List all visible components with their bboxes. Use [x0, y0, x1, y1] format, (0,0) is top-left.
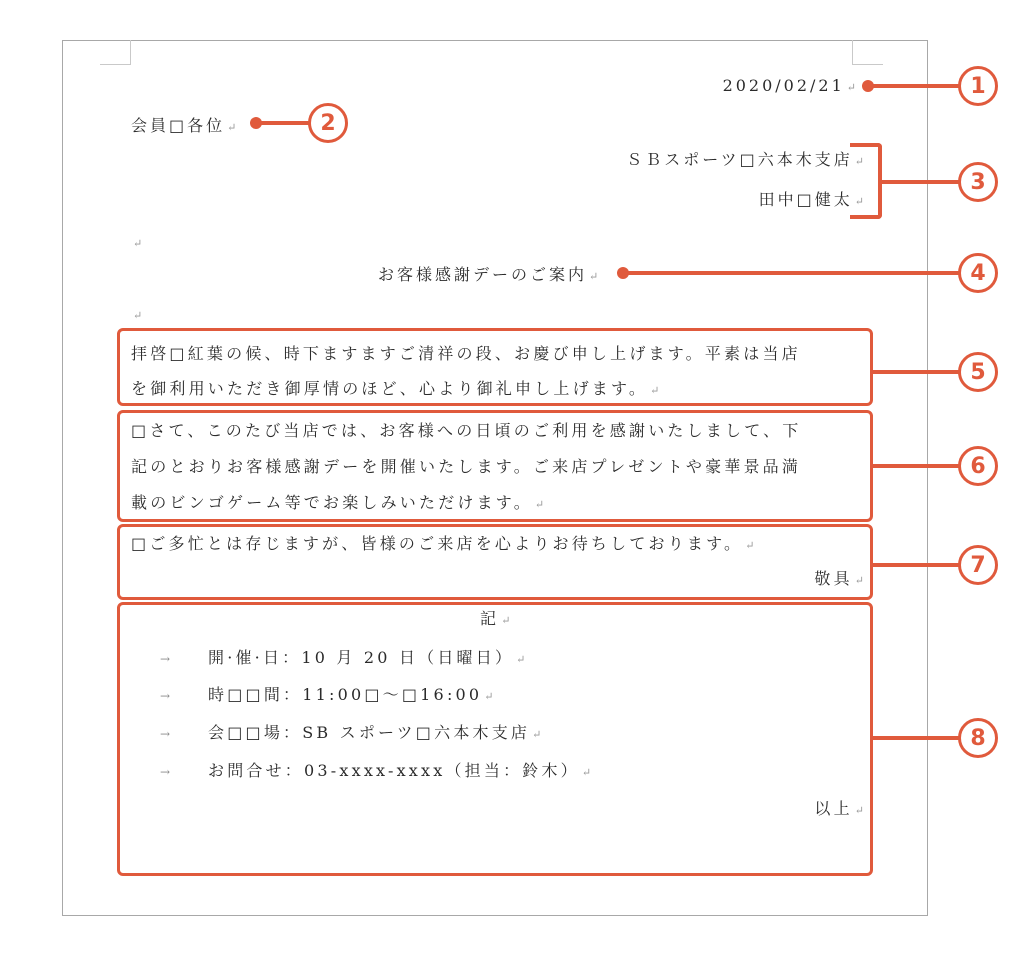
return-mark-icon: ↵	[745, 539, 755, 552]
callout-line	[871, 464, 960, 468]
tab-arrow-icon: →	[160, 652, 171, 666]
main-paragraph-line[interactable]: □さて、このたび当店では、お客様への日頃のご利用を感謝いたしまして、下	[131, 421, 802, 440]
callout-badge-1: 1	[958, 66, 998, 106]
return-mark-icon: ↵	[516, 653, 526, 666]
callout-badge-6: 6	[958, 446, 998, 486]
return-mark-icon: ↵	[501, 614, 511, 627]
detail-item-contact[interactable]: → お問合せ：03-xxxx-xxxx（担当：鈴木） ↵	[160, 761, 592, 780]
return-mark-icon: ↵	[854, 155, 864, 168]
return-mark-icon: ↵	[854, 195, 864, 208]
callout-badge-8: 8	[958, 718, 998, 758]
callout-bracket-sender	[850, 143, 882, 219]
closing-paragraph[interactable]: □ご多忙とは存じますが、皆様のご来店を心よりお待ちしております。 ↵	[131, 534, 755, 553]
callout-badge-3: 3	[958, 162, 998, 202]
callout-line	[871, 563, 960, 567]
return-mark-icon: ↵	[133, 309, 143, 322]
return-mark-icon: ↵	[650, 384, 660, 397]
callout-line	[871, 370, 960, 374]
opening-paragraph-line[interactable]: 拝啓□紅葉の候、時下ますますご清祥の段、お慶び申し上げます。平素は当店	[131, 344, 801, 363]
return-mark-icon: ↵	[532, 728, 542, 741]
crop-mark-top-right	[852, 40, 883, 65]
tab-arrow-icon: →	[160, 689, 171, 703]
return-mark-icon: ↵	[484, 690, 494, 703]
return-mark-icon: ↵	[581, 766, 592, 779]
tab-arrow-icon: →	[160, 727, 171, 741]
callout-line	[623, 271, 960, 275]
detail-item-venue[interactable]: → 会□□場：SB スポーツ□六本木支店 ↵	[160, 723, 542, 742]
return-mark-icon: ↵	[589, 270, 599, 283]
callout-line	[871, 736, 960, 740]
callout-badge-7: 7	[958, 545, 998, 585]
detail-item-date[interactable]: → 開·催·日：10 月 20 日（日曜日） ↵	[160, 648, 526, 667]
sender-company[interactable]: ＳＢスポーツ□六本木支店 ↵	[626, 150, 864, 169]
return-mark-icon: ↵	[133, 237, 143, 250]
ki-heading[interactable]: 記 ↵	[480, 609, 511, 628]
crop-mark-top-left	[100, 40, 131, 65]
return-mark-icon: ↵	[854, 574, 864, 587]
main-paragraph-line[interactable]: 載のビンゴゲーム等でお楽しみいただけます。 ↵	[131, 493, 545, 512]
empty-line[interactable]	[131, 304, 142, 326]
empty-line[interactable]	[131, 232, 142, 254]
detail-item-time[interactable]: → 時□□間：11:00□～□16:00 ↵	[160, 685, 494, 704]
opening-paragraph-line[interactable]: を御利用いただき御厚情のほど、心より御礼申し上げます。 ↵	[131, 379, 660, 398]
callout-line	[880, 180, 960, 184]
callout-line	[256, 121, 310, 125]
callout-badge-4: 4	[958, 253, 998, 293]
return-mark-icon: ↵	[534, 498, 545, 511]
return-mark-icon: ↵	[846, 81, 856, 94]
callout-badge-5: 5	[958, 352, 998, 392]
main-paragraph-line[interactable]: 記のとおりお客様感謝デーを開催いたします。ご来店プレゼントや豪華景品満	[131, 457, 802, 476]
closing-word[interactable]: 敬具 ↵	[814, 569, 864, 588]
callout-badge-2: 2	[308, 103, 348, 143]
ijo-closing[interactable]: 以上 ↵	[814, 799, 864, 818]
letter-date[interactable]: 2020/02/21 ↵	[722, 76, 856, 95]
tab-arrow-icon: →	[160, 765, 171, 779]
callout-line	[868, 84, 960, 88]
letter-recipient[interactable]: 会員□各位 ↵	[131, 116, 237, 135]
return-mark-icon: ↵	[227, 121, 237, 134]
return-mark-icon: ↵	[854, 804, 864, 817]
letter-subject[interactable]: お客様感謝デーのご案内 ↵	[378, 265, 599, 284]
sender-name[interactable]: 田中□健太 ↵	[758, 190, 864, 209]
